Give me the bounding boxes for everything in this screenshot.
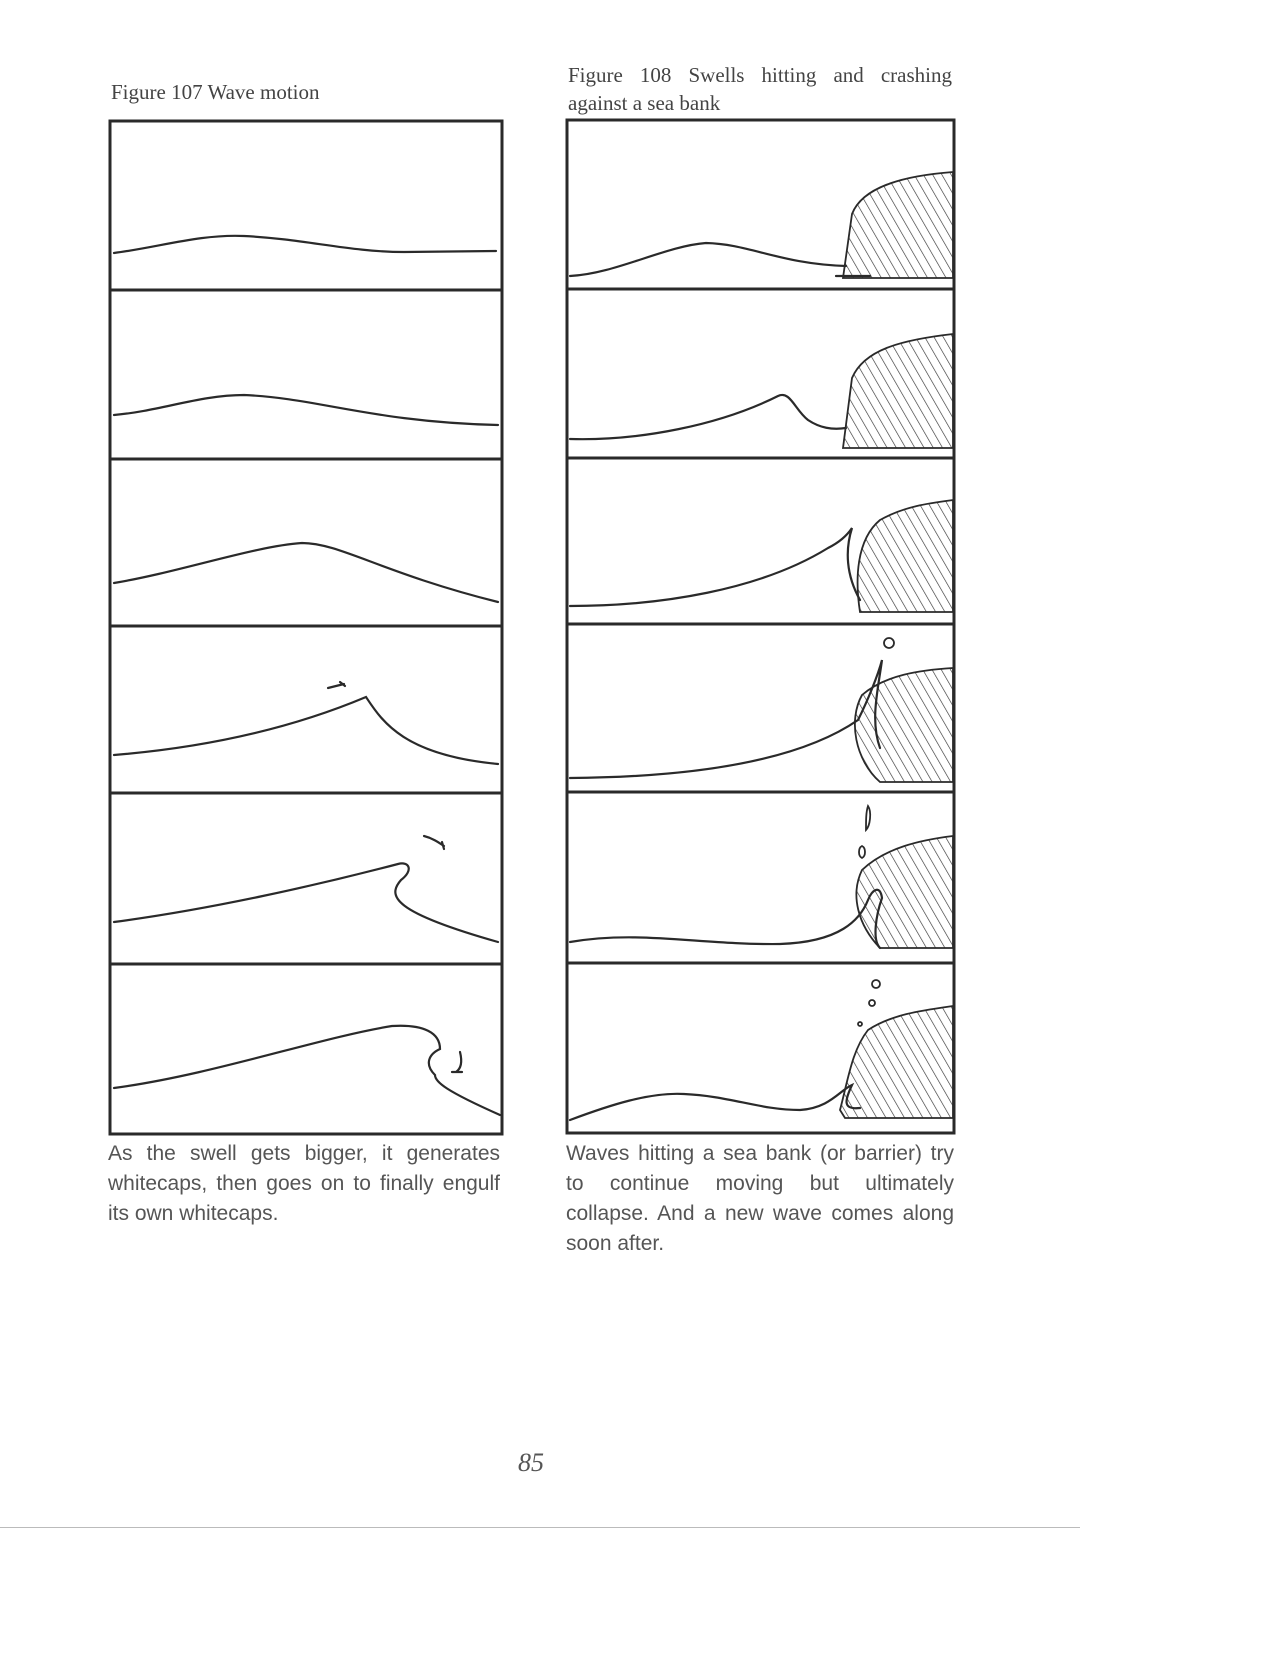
wave-1 [114, 236, 496, 253]
rock-5 [856, 836, 953, 948]
rock-2 [843, 334, 953, 448]
spray-drop [884, 638, 894, 648]
spray-5 [859, 806, 870, 858]
figure-108-caption: Waves hitting a sea bank (or barrier) try to continue moving but ultimately collapse. And a new wave comes along soon after. [566, 1142, 954, 1255]
whitecap-5 [424, 836, 444, 849]
swell-1 [570, 243, 870, 276]
page-number: 85 [518, 1448, 544, 1477]
wave-4 [114, 697, 498, 764]
swell-5 [570, 890, 882, 948]
swell-3 [570, 528, 860, 606]
spray-drop [872, 980, 880, 988]
page-edge-divider [0, 1527, 1080, 1528]
figure-107-caption: As the swell gets bigger, it generates whitecaps, then goes on to finally engulf its own whitecaps. [108, 1142, 500, 1225]
figure-107-title: Figure 107 Wave motion [111, 80, 320, 104]
figure-107-panels [110, 121, 502, 1134]
rock-4 [855, 668, 953, 782]
swell-2 [570, 395, 846, 439]
wave-6 [114, 1026, 500, 1115]
spray-drop [869, 1000, 875, 1006]
rock-1 [843, 172, 953, 278]
rock-6 [840, 1006, 953, 1118]
wave-2 [114, 395, 498, 425]
whitecap-6 [452, 1052, 462, 1072]
swell-6 [570, 1085, 860, 1120]
wave-5 [114, 863, 498, 942]
rock-3 [858, 500, 953, 612]
wave-3 [114, 543, 498, 602]
figure-108-title: Figure 108 Swells hitting and crashing against a sea bank [568, 63, 952, 115]
spray-drop [858, 1022, 862, 1026]
figure-108-panels [567, 120, 954, 1133]
swell-4 [570, 660, 882, 778]
whitecap-4 [328, 682, 345, 688]
